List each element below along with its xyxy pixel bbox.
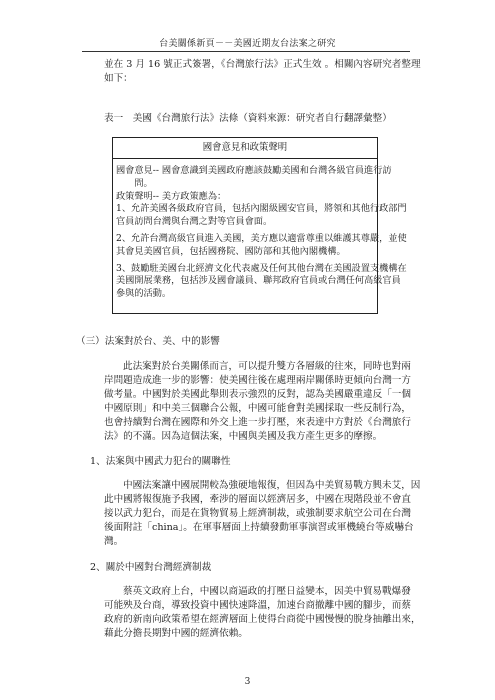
subsection-1-line: 後面附註「china」。在軍事層面上持續發動軍事演習或軍機繞台等威嚇台	[104, 522, 414, 533]
subsection-1-heading: 1、法案與中國武力犯台的關聯性	[90, 456, 231, 467]
section-3-line: 法》的不滿。因為這個法案，中國與美國及我方產生更多的摩擦。	[104, 431, 383, 442]
table-line: 3、鼓勵駐美國台北經濟文化代表處及任何其他台灣在美國設置支機構在	[116, 262, 407, 274]
subsection-2-line: 可能殃及台商，導致投資中國快速降溫，加速台商撤離中國的腳步，而蔡	[104, 600, 411, 611]
subsection-2-line: 藉此分擔長期對中國的經濟依賴。	[104, 628, 248, 639]
section-3-heading: （三）法案對於台、美、中的影響	[76, 336, 220, 347]
section-3-line: 中國原則」和中美三個聯合公報，中國可能會對美國採取一些反制行為，	[104, 403, 411, 414]
table-line: 政策聲明-- 美方政策應為：	[116, 190, 227, 202]
table-line: 問。	[116, 177, 153, 189]
table-body	[113, 159, 407, 301]
table-line: 國會意見-- 國會意識到美國政府應該鼓勵美國和台灣各級官員進行訪	[116, 165, 392, 176]
table-line: 2、允許台灣高級官員進入美國，美方應以適當尊重以維護其尊嚴，並使	[116, 232, 407, 244]
table-line: 參與的活動。	[116, 288, 172, 300]
intro-line-2: 如下：	[104, 73, 133, 84]
subsection-1-line: 灣。	[104, 536, 124, 547]
page-number: 3	[244, 677, 251, 687]
table-heading: 國會意見和政策聲明	[113, 138, 377, 159]
table-line: 官員訪問台灣與台灣之對等官員會面。	[116, 216, 273, 228]
subsection-1-line: 接以武力犯台，而是在貨物貿易上經濟制裁，或強制要求航空公司在台灣	[104, 508, 411, 519]
table-line: 1、允許美國各級政府官員，包括內閣級國安官員，將領和其他行政部門	[116, 203, 407, 215]
table-caption: 表一 美國《台灣旅行法》法條（資料來源：研究者自行翻譯彙整）	[104, 113, 392, 124]
subsection-2-line: 蔡英文政府上台，中國以商逼政的打壓日益變本，因美中貿易戰爆發	[123, 586, 411, 597]
law-table	[112, 137, 407, 314]
section-3-line: 做考量。中國對於美國此舉則表示強烈的反對，認為美國嚴重違反「一個	[104, 389, 411, 400]
subsection-1-line: 中國法案讓中國展開較為強硬地報復，但因為中美貿易戰方興未艾，因	[123, 480, 421, 491]
running-header: 台美關係新頁－－美國近期友台法案之研究	[159, 39, 336, 49]
intro-line-1: 並在 3 月 16 號正式簽署，《台灣旅行法》正式生效 。相關內容研究者整理	[104, 59, 421, 70]
subsection-2-line: 政府的新南向政策希望在經濟層面上使得台商從中國慢慢的脫身抽離出來，	[104, 614, 421, 625]
subsection-1-line: 此中國將報復施予我國，牽涉的層面以經濟居多，中國在現階段並不會直	[104, 494, 411, 505]
section-3-line: 岸問題造成進一步的影響：使美國往後在處理兩岸關係時更傾向台灣一方	[104, 375, 411, 386]
subsection-2-heading: 2、關於中國對台灣經濟制裁	[90, 562, 212, 573]
table-line: 其會見美國官員，包括國務院、國防部和其他內閣機構。	[116, 245, 346, 257]
section-3-line: 此法案對於台美關係而言，可以提升雙方各層級的往來，同時也對兩	[123, 361, 411, 372]
table-line: 美國開展業務，包括涉及國會議員、聯邦政府官員或台灣任何高級官員	[116, 275, 401, 287]
header-rule	[82, 51, 410, 52]
section-3-line: 也會持續對台灣在國際和外交上進一步打壓，來表達中方對於《台灣旅行	[104, 417, 411, 428]
